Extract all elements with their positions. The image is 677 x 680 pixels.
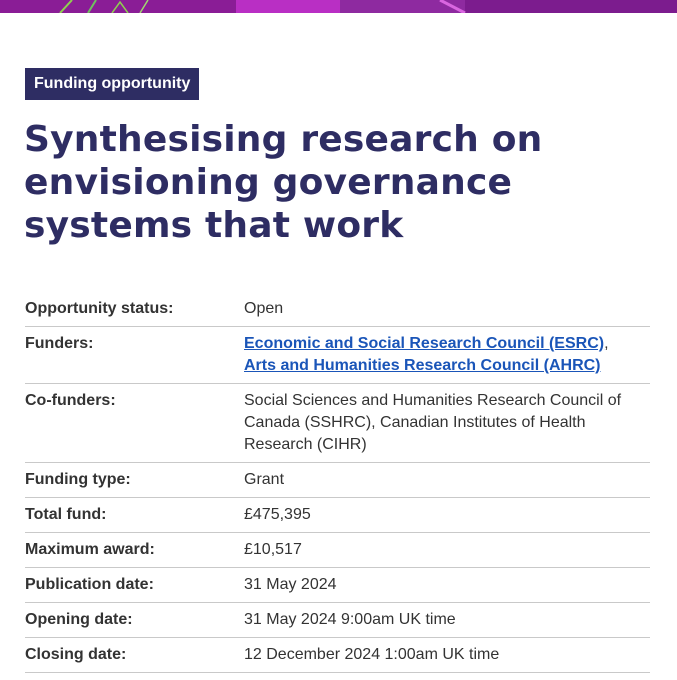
detail-value: Social Sciences and Humanities Research Council of Canada (SSHRC), Canadian Institutes of Health Research (CIHR) [244, 384, 650, 463]
detail-row-status [25, 292, 650, 327]
funder-link-ahrc[interactable]: Arts and Humanities Research Council (AHRC) [244, 357, 601, 374]
detail-label: Funders: [25, 327, 244, 384]
detail-row-maximum-award [25, 533, 650, 568]
detail-label: Publication date: [25, 568, 244, 603]
funder-separator: , [604, 335, 609, 352]
detail-value: 31 May 2024 [244, 568, 650, 603]
detail-row-funders [25, 327, 650, 384]
top-decorative-banner [0, 0, 677, 13]
detail-label: Total fund: [25, 498, 244, 533]
opportunity-details-table [25, 292, 650, 673]
detail-row-cofunders [25, 384, 650, 463]
detail-label: Co-funders: [25, 384, 244, 463]
detail-value: Open [244, 292, 650, 327]
detail-row-total-fund [25, 498, 650, 533]
detail-label: Funding type: [25, 463, 244, 498]
detail-row-publication-date [25, 568, 650, 603]
detail-label: Closing date: [25, 638, 244, 673]
page-title: Synthesising research on envisioning governance systems that work [24, 119, 543, 246]
funder-link-esrc[interactable]: Economic and Social Research Council (ESRC) [244, 335, 605, 352]
detail-label: Opportunity status: [25, 292, 244, 327]
detail-value: 12 December 2024 1:00am UK time [244, 638, 650, 673]
detail-row-closing-date [25, 638, 650, 673]
detail-value: 31 May 2024 9:00am UK time [244, 603, 650, 638]
funding-opportunity-badge: Funding opportunity [25, 68, 199, 100]
detail-value: £10,517 [244, 533, 650, 568]
detail-value [244, 327, 650, 384]
detail-value: £475,395 [244, 498, 650, 533]
banner-pattern-graphic [0, 0, 677, 13]
detail-row-funding-type [25, 463, 650, 498]
detail-label: Opening date: [25, 603, 244, 638]
detail-row-opening-date [25, 603, 650, 638]
detail-label: Maximum award: [25, 533, 244, 568]
detail-value: Grant [244, 463, 650, 498]
